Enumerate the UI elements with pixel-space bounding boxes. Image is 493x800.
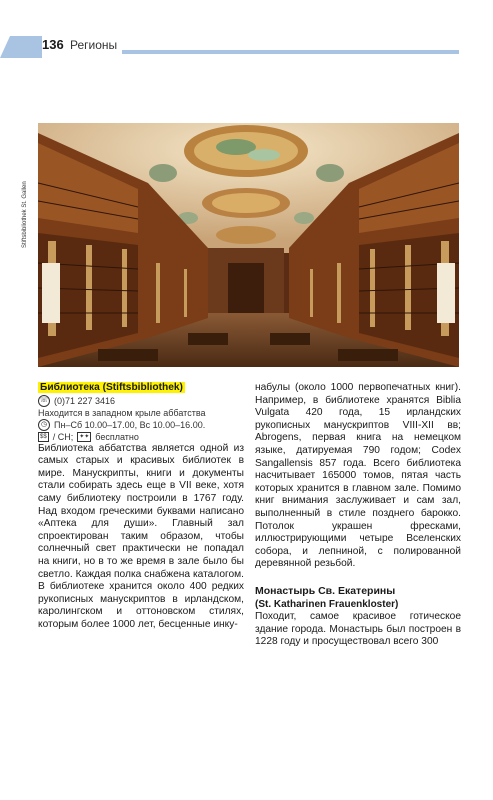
opening-hours: Пн–Сб 10.00–17.00, Вс 10.00–16.00. bbox=[54, 419, 206, 430]
library-title: Библиотека (Stiftsbibliothek) bbox=[40, 382, 183, 393]
section-title: Регионы bbox=[70, 38, 118, 52]
photo-credit: Stiftsbibliothek St. Gallen bbox=[22, 181, 28, 248]
right-column bbox=[255, 382, 461, 649]
phone-icon: ☏ bbox=[38, 395, 50, 407]
child-ticket-icon: ✦✦ bbox=[79, 433, 90, 440]
left-column bbox=[38, 382, 244, 632]
phone-line bbox=[38, 395, 244, 407]
header-tab-notch bbox=[0, 36, 10, 58]
monastery-title: Монастырь Св. Екатерины bbox=[255, 584, 396, 597]
phone-number: (0)71 227 3416 bbox=[54, 395, 116, 406]
location-text: Находится в западном крыле аббатства bbox=[38, 407, 206, 418]
location-line bbox=[38, 407, 244, 419]
price-line bbox=[38, 431, 244, 443]
monastery-subtitle: (St. Katharinen Frauenkloster) bbox=[255, 598, 399, 610]
library-description-part2: набулы (около 1000 первопечатных книг). Например, в библиотеке хранятся Biblia Vulgata 420 года, 15 ирландских рукописных манускриптов VIII-XII вв; Abrogens, первая книга на немецком языке, датируемая 790 годом; Codex Sangallensis 857 года. Всего библиотека насчитывает 165000 томов, пятая часть которых хранится в главном зале. Помимо книг внимания заслуживает и сам зал, выполненный в стиле позднего барокко. Потолок украшен фресками, иллюстрирующими четыре Вселенских собора, и лепниной, с полированной деревянной резьбой. bbox=[255, 382, 461, 570]
clock-icon: ◷ bbox=[38, 419, 50, 431]
page-number: 136 bbox=[42, 37, 64, 52]
library-hall-photo bbox=[38, 123, 459, 367]
hours-line bbox=[38, 419, 244, 431]
ticket-icon: $$ bbox=[40, 433, 47, 440]
header-rule bbox=[122, 50, 459, 54]
library-description-part1: Библиотека аббатства является одной из самых старых и красивых библиотек в мире. Манускрипты, книги и документы стали собирать здесь еще в VII веке, хотя саму библиотеку построили в 1767 году. Над входом греческими буквами написано «Аптека для души». Главный зал спроектирован таким образом, чтобы солнечный свет практически не попадал на книги, но в то же время в зале было бы светло. Каждая полка снабжена каталогом. В библиотеке хранится около 400 редких рукописных манускриптов в ирландском, каролингском и оттоновском стилях, которым более 1000 лет, бесценные инку- bbox=[38, 442, 244, 630]
price-note: бесплатно bbox=[95, 431, 139, 442]
price-text: / CH; bbox=[52, 431, 74, 442]
monastery-text: Походит, самое красивое готическое здание города. Монастырь был построен в 1228 году и просуществовал всего 300 bbox=[255, 610, 461, 648]
